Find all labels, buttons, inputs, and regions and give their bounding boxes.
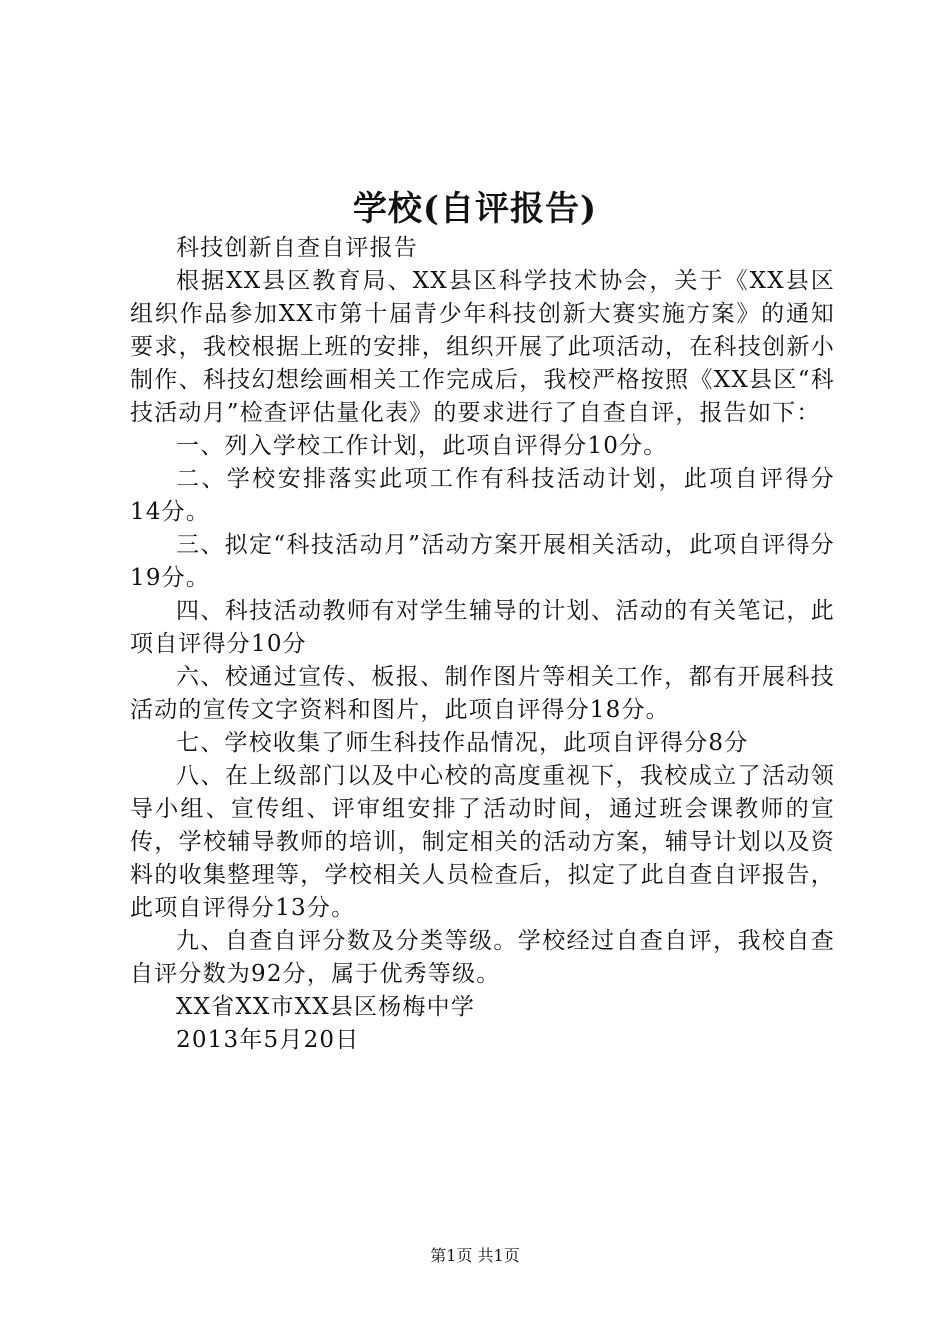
page-number-footer: 第1页 共1页 (430, 1246, 520, 1265)
report-subtitle: 科技创新自查自评报告 (176, 235, 418, 261)
item-seven: 七、学校收集了师生科技作品情况，此项自评得分8分 (176, 730, 749, 756)
item-nine: 九、自查自评分数及分类等级。学校经过自查自评，我校自查自评分数为92分，属于优秀等级。 (130, 928, 835, 987)
item-six: 六、校通过宣传、板报、制作图片等相关工作，都有开展科技活动的宣传文字资料和图片，此项自评得分18分。 (130, 664, 835, 723)
intro-paragraph: 根据XX县区教育局、XX县区科学技术协会，关于《XX县区组织作品参加XX市第十届青少年科技创新大赛实施方案》的通知要求，我校根据上班的安排，组织开展了此项活动，在科技创新小制作、科技幻想绘画相关工作完成后，我校严格按照《XX县区“科技活动月”检查评估量化表》的要求进行了自查自评，报告如下： (130, 268, 835, 426)
signature-school: XX省XX市XX县区杨梅中学 (176, 994, 476, 1020)
item-one: 一、列入学校工作计划，此项自评得分10分。 (176, 433, 668, 459)
item-three: 三、拟定“科技活动月”活动方案开展相关活动，此项自评得分19分。 (130, 532, 835, 591)
item-two: 二、学校安排落实此项工作有科技活动计划，此项自评得分14分。 (130, 466, 835, 525)
item-eight: 八、在上级部门以及中心校的高度重视下，我校成立了活动领导小组、宣传组、评审组安排了活动时间，通过班会课教师的宣传，学校辅导教师的培训，制定相关的活动方案，辅导计划以及资料的收集整理等，学校相关人员检查后，拟定了此自查自评报告，此项自评得分13分。 (130, 763, 835, 921)
item-four: 四、科技活动教师有对学生辅导的计划、活动的有关笔记，此项自评得分10分 (130, 598, 835, 657)
page-title: 学校(自评报告) (352, 189, 598, 229)
signature-date: 2013年5月20日 (176, 1027, 360, 1053)
document-body (130, 232, 835, 1057)
